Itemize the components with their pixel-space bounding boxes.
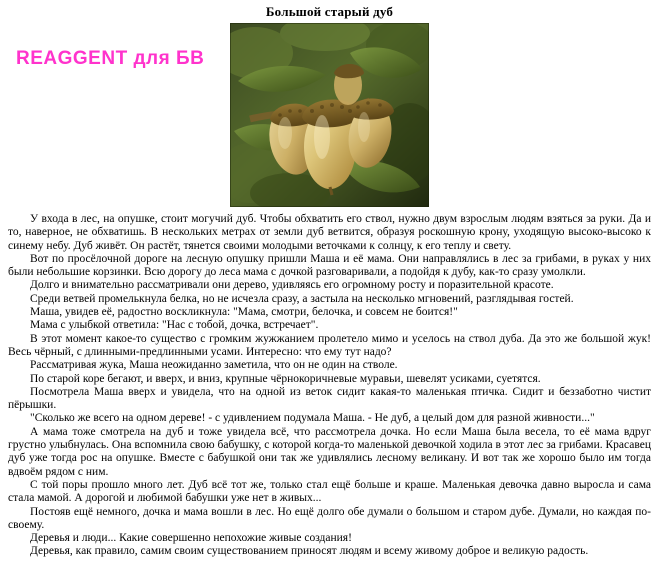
paragraph: "Сколько же всего на одном дереве! - с удивлением подумала Маша. - Не дуб, а целый дом для разной живности..." (30, 412, 595, 425)
acorn-photo (230, 23, 429, 207)
paragraph: А мама тоже смотрела на дуб и тоже увидела всё, что рассмотрела дочка. Но если Маша была весела, то её мама вдруг грустно улыбнулась. Она вспомнила свою бабушку, с которой когда-то маленькой девочкой ходила в этот лес за грибами. Красавец дуб уже тогда рос на опушке. Вместе с бабушкой они так же удивлялись лесному великану. И вот так же хорошо было им тогда вдвоём рядом с ним. (8, 425, 651, 478)
paragraph: Мама с улыбкой ответила: "Нас с тобой, дочка, встречает". (30, 319, 319, 332)
article-body (0, 207, 659, 559)
paragraph: Постояв ещё немного, дочка и мама вошли в лес. Но ещё долго обе думали о большом и старом дубе. Думали, но каждая по-своему. (8, 505, 651, 531)
acorn-photo-graphic (230, 23, 429, 207)
paragraph: Посмотрела Маша вверх и увидела, что на одной из веток сидит какая-то маленькая птичка. Сидит и беззаботно чистит пёрышки. (8, 385, 651, 412)
paragraph: Среди ветвей промелькнула белка, но не исчезла сразу, а застыла на несколько мгновений, разглядывая гостей. (30, 292, 574, 305)
paragraph: Рассматривая жука, Маша неожиданно заметила, что он не один на стволе. (30, 359, 398, 372)
page-title: Большой старый дуб (265, 4, 394, 19)
paragraph: В этот момент какое-то существо с громким жужжанием пролетело мимо и уселось на ствол дуба. Да это же большой жук! Весь чёрный, с длинными-предлинными усами. Интересно: что ему тут надо? (8, 332, 651, 358)
paragraph: У входа в лес, на опушке, стоит могучий дуб. Чтобы обхватить его ствол, нужно двум взрослым людям взяться за руки. Да и то, наверное, не обхватишь. В нескольких метрах от земли дуб ветвится, образуя роскошную крону, уходящую высоко-высоко к синему небу. Дуб живёт. Он растёт, тянется своими молодыми веточками к солнцу, к его теплу и свету. (8, 213, 651, 252)
paragraph: С той поры прошло много лет. Дуб всё тот же, только стал ещё больше и краше. Маленькая девочка давно выросла и сама стала мамой. А дорогой и любимой бабушки уже нет в живых... (8, 478, 651, 505)
paragraph: По старой коре бегают, и вверх, и вниз, крупные чёрнокоричневые муравьи, шевелят усиками, суетятся. (30, 372, 541, 385)
paragraph: Деревья и люди... Какие совершенно непохожие живые создания! (30, 532, 352, 545)
paragraph: Маша, увидев её, радостно воскликнула: "Мама, смотри, белочка, и совсем не боится!" (30, 306, 458, 319)
paragraph: Деревья, как правило, самим своим существованием приносят людям и всему живому доброе и великую радость. (30, 545, 589, 558)
paragraph: Вот по просёлочной дороге на лесную опушку пришли Маша и её мама. Они направлялись в лес за грибами, в руках у них были небольшие корзинки. Всю дорогу до леса мама с дочкой разговаривали, а подойдя к дубу, как-то сразу умолкли. (8, 252, 651, 279)
paragraph: Долго и внимательно рассматривали они дерево, удивляясь его огромному росту и поразительной красоте. (30, 279, 554, 292)
watermark-label: REAGGENT для БВ (16, 48, 205, 69)
